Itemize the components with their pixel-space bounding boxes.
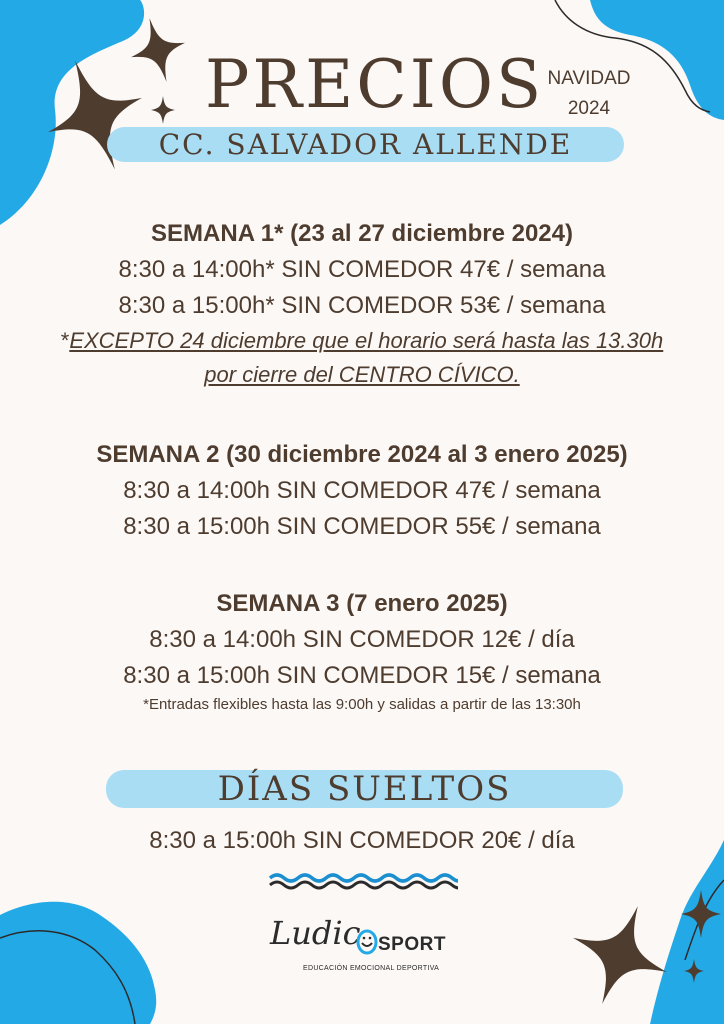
week3-heading: SEMANA 3 (7 enero 2025): [216, 590, 508, 617]
week2-line2: 8:30 a 15:00h SIN COMEDOR 55€ / semana: [123, 513, 601, 540]
week3-footnote: *Entradas flexibles hasta las 9:00h y salidas a partir de las 13:30h: [143, 696, 581, 713]
sparkle-star-icon: [128, 15, 188, 85]
logo-name-part1: Ludic: [270, 914, 361, 952]
sparkle-star-icon: [678, 888, 724, 940]
week3-line2: 8:30 a 15:00h SIN COMEDOR 15€ / semana: [123, 662, 601, 689]
week1-note-line1: [0, 324, 724, 358]
single-days-line1: 8:30 a 15:00h SIN COMEDOR 20€ / día: [149, 827, 575, 854]
week1-line1: 8:30 a 14:00h* SIN COMEDOR 47€ / semana: [118, 256, 606, 283]
logo-tagline: EDUCACIÓN EMOCIONAL DEPORTIVA: [303, 965, 440, 972]
week1-note-text1: EXCEPTO 24 diciembre que el horario será hasta las 13.30h: [69, 328, 664, 353]
sparkle-star-icon: [565, 900, 675, 1010]
sparkle-star-icon: [682, 958, 706, 984]
single-days-section: [0, 823, 724, 859]
sparkle-star-icon: [150, 95, 176, 125]
week2-heading: SEMANA 2 (30 diciembre 2024 al 3 enero 2025): [96, 441, 628, 468]
smiley-logo-icon: [356, 929, 378, 955]
title-side-line2: 2024: [567, 98, 611, 119]
bottom-left-blob: [0, 890, 170, 1024]
single-days-banner: DÍAS SUELTOS: [106, 770, 623, 808]
week3-line1: 8:30 a 14:00h SIN COMEDOR 12€ / día: [149, 626, 575, 653]
center-name-banner: CC. SALVADOR ALLENDE: [107, 127, 624, 162]
note-asterisk: *: [60, 328, 70, 353]
week1-heading: SEMANA 1* (23 al 27 diciembre 2024): [151, 220, 573, 247]
logo-name-part2: SPORT: [378, 934, 446, 955]
week2-line1: 8:30 a 14:00h SIN COMEDOR 47€ / semana: [123, 477, 601, 504]
week1-section: [0, 216, 724, 392]
title-side-line1: NAVIDAD: [547, 68, 631, 89]
title-side-text: [538, 64, 640, 124]
wave-divider-icon: [268, 870, 458, 890]
week1-note-line2: por cierre del CENTRO CÍVICO.: [204, 362, 520, 387]
week3-section: [0, 586, 724, 716]
page-title: PRECIOS: [205, 46, 545, 123]
ludicosport-logo: [270, 914, 460, 974]
week1-line2: 8:30 a 15:00h* SIN COMEDOR 53€ / semana: [118, 292, 606, 319]
week2-section: [0, 437, 724, 545]
